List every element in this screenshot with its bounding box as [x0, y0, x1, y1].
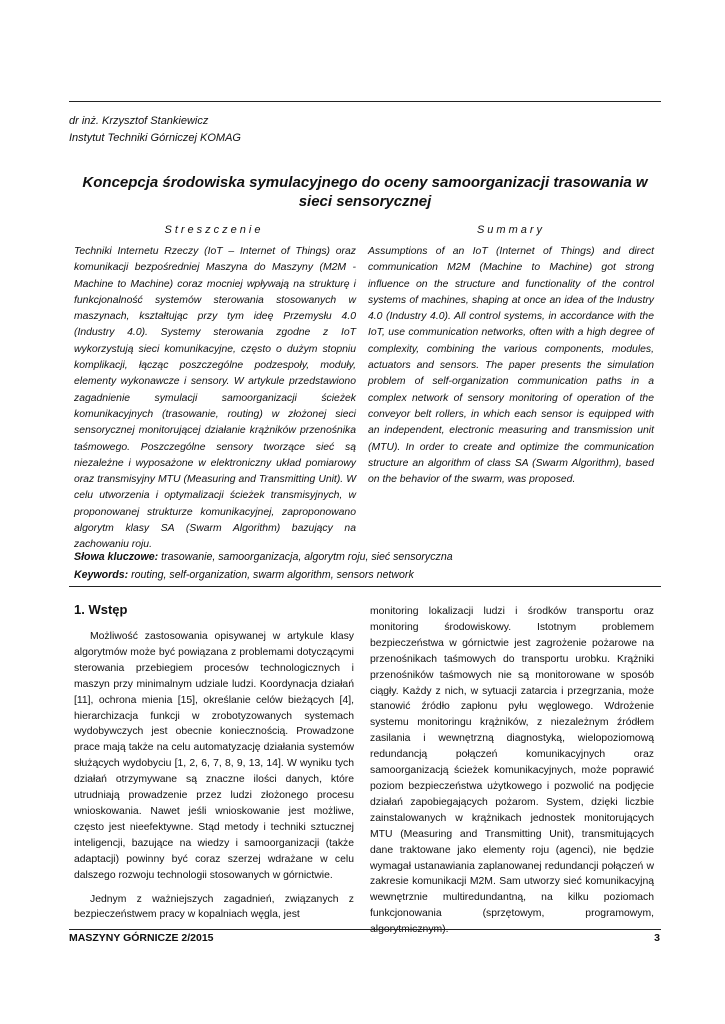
section-heading: 1. Wstęp: [74, 602, 128, 617]
keywords-en-label: Keywords:: [74, 569, 129, 581]
body-column-left: [74, 629, 354, 931]
keywords-pl-text: trasowanie, samoorganizacja, algorytm roju, sieć sensoryczna: [161, 551, 453, 563]
abstract-pl-heading: Streszczenie: [164, 224, 264, 236]
abstract-pl-text: Techniki Internetu Rzeczy (IoT – Internet of Things) oraz komunikacji bezpośredniej Maszyna do Maszyny (M2M - Machine to Machine) coraz mocniej wpływają na strukturę i funkcjonalność systemów sterowania stosowanych w maszynach, kształtując przy tym ideę Przemysłu 4.0 (Industry 4.0). Systemy sterowania zgodne z IoT wykorzystują sieci komunikacyjne, często o dużym stopniu komplikacji, łącząc poszczególne podzespoły, moduły, elementy wykonawcze i sensory. W artykule przedstawiono zagadnienie symulacji samoorganizacji ścieżek komunikacyjnych (trasowanie, routing) w złożonej sieci sensorycznej monitorującej działanie krążników przenośnika taśmowego. Poszczególne sensory tworzące sieć są niezależne i wyposażone w elektroniczny układ pomiarowy oraz transmisyjny MTU (Measuring and Transmitting Unit). W celu utworzenia i optymalizacji ścieżek transmisyjnych, w proponowanej strukturze komunikacyjnej, zaproponowano algorytm klasy SA (Swarm Algorithm) bazujący na zachowaniu roju.: [74, 246, 356, 551]
keywords-pl-label: Słowa kluczowe:: [74, 551, 159, 563]
paper-title: Koncepcja środowiska symulacyjnego do oceny samoorganizacji trasowania w sieci sensorycznej: [82, 174, 648, 210]
author-block: [69, 113, 241, 147]
top-rule: [69, 101, 661, 102]
keywords-en: [74, 569, 414, 581]
keywords-rule: [69, 586, 661, 587]
footer-rule: [69, 929, 661, 930]
body-paragraph: Jednym z ważniejszych zagadnień, związanych z bezpieczeństwem pracy w kopalniach węgla, jest: [74, 893, 354, 921]
author-institute: Instytut Techniki Górniczej KOMAG: [69, 132, 241, 144]
abstract-en-text: Assumptions of an IoT (Internet of Things) and direct communication M2M (Machine to Machine) got strong influence on the structure and functionality of the control systems of machines, shaping at once an idea of the Industry 4.0 (Industry 4.0). All control systems, in accordance with the IoT, use communication networks, often with a high degree of complexity, combining the various components, modules, actuators and sensors. The paper presents the simulation problem of self-organization communication paths in a complex network of sensory monitoring of operation of the conveyor belt rollers, in which each sensor is equipped with an independent, electronic measuring and transmission unit (MTU). In order to create and optimize the communication structure an algorithm of class SA (Swarm Algorithm), based on the behavior of the swarm, was proposed.: [368, 246, 654, 486]
keywords-pl: [74, 551, 453, 563]
body-column-right: [370, 604, 654, 946]
author-name: dr inż. Krzysztof Stankiewicz: [69, 115, 209, 127]
abstract-en-heading: Summary: [476, 224, 546, 236]
body-paragraph: Możliwość zastosowania opisywanej w artykule klasy algorytmów może być powiązana z problemami dotyczącymi sterowania przebiegiem procesów technologicznych i maszyn przy minimalnym udziale ludzi. Koordynacja działań [11], ochrona mienia [15], określanie celów bieżących [4], hierarchizacja funkcji w zrobotyzowanych systemach wydobywczych jest obecnie koniecznością. Prowadzone prace mają także na celu automatyzację działania systemów służących wydobyciu [1, 2, 6, 7, 8, 9, 13, 14]. W wyniku tych działań otrzymywane są znaczne ilości danych, które utrudniają prowadzenie przez ludzi złożonego procesu wnioskowania. Nawet jeśli wnioskowanie jest możliwe, często jest nieefektywne. Stąd metody i techniki sztucznej inteligencji, bazujące na wiedzy i samoorganizacji (także adaptacji) powinny być coraz szerzej wdrażane w celu dalszego rozwoju technologii stosowanych w górnictwie.: [74, 631, 354, 881]
keywords-en-text: routing, self-organization, swarm algorithm, sensors network: [131, 569, 414, 581]
footer-page-number: 3: [654, 932, 660, 944]
footer-journal: MASZYNY GÓRNICZE 2/2015: [69, 932, 214, 944]
body-paragraph: monitoring lokalizacji ludzi i środków transportu oraz monitoring środowiskowy. Istotnym problemem bezpieczeństwa w górnictwie jest zagrożenie pożarowe na przenośnikach taśmowych do transportu urobku. Krążniki przenośników taśmowych nie są monitorowane w sposób ciągły. Każdy z nich, w sytuacji zatarcia i przegrzania, może stanowić źródło zapłonu pyłu węglowego. Wdrożenie systemu monitoringu krążników, z niezależnym źródłem zasilania i wewnętrzną diagnostyką, wielopoziomową redundancją połączeń komunikacyjnych oraz samoorganizacją ścieżek komunikacyjnych, może poprawić poziom bezpieczeństwa użytkowego i pozwolić na podjęcie działań zapobiegających pożarom. System, dzięki liczbie zainstalowanych w krążnikach jednostek monitorujących MTU (Measuring and Transmitting Unit), transmitujących dane traktowane jako elementy roju (agenci), nie będzie wymagał ustanawiania zaplanowanej redundancji połączeń w zakresie komunikacji M2M. Sam utworzy sieć komunikacyjną wewnętrznie multiredundantną, na kilku poziomach funkcjonowania (sprzętowym, programowym, algorytmicznym).: [370, 606, 654, 936]
